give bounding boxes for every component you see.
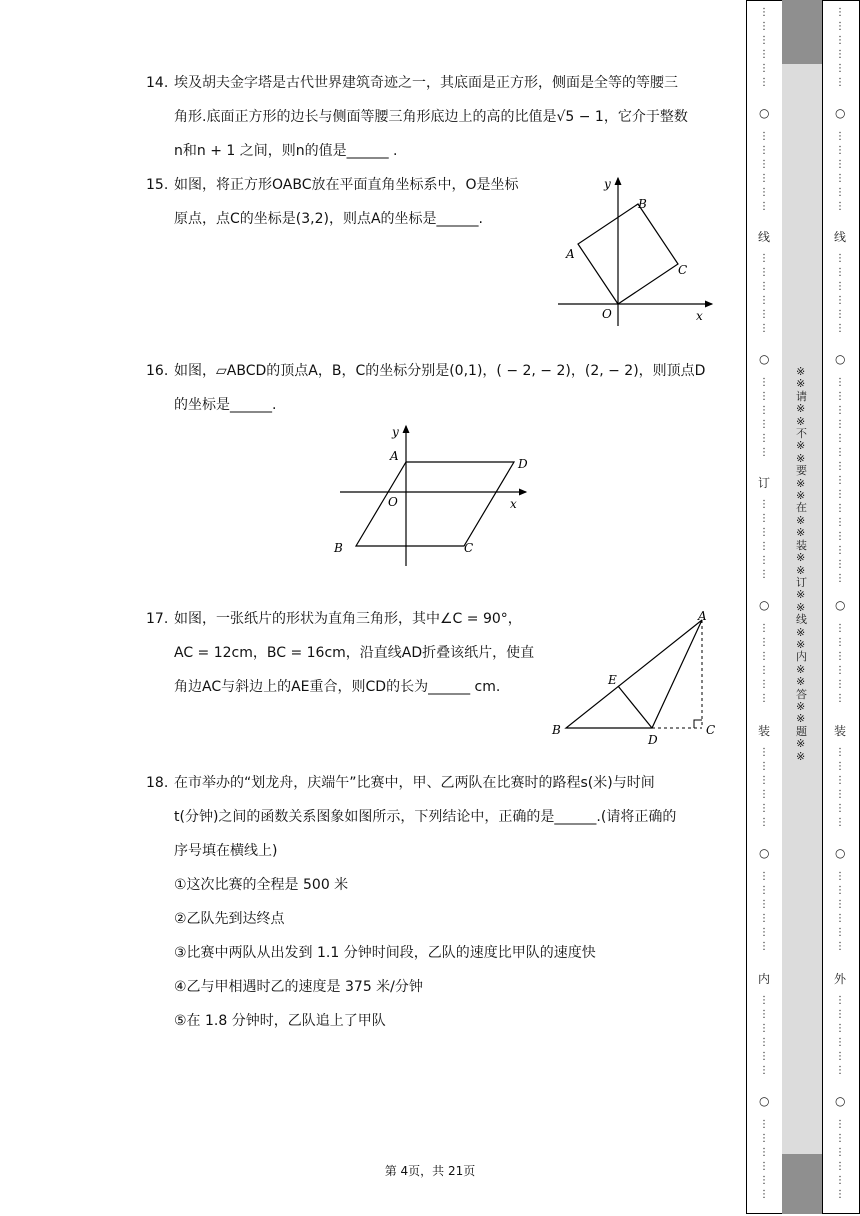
dotted-line: ⋮ ⋮ ⋮ ⋮ ⋮ ⋮ ⋮ ⋮ ⋮ ⋮ ⋮ ⋮ ⋮ ⋮ ⋮ xyxy=(835,377,845,584)
dotted-line: ⋮ ⋮ ⋮ ⋮ ⋮ ⋮ xyxy=(835,871,845,952)
dotted-line: ⋮ ⋮ ⋮ ⋮ ⋮ ⋮ xyxy=(835,747,845,828)
question-text-line: n和n + 1 之间，则n的值是______ . xyxy=(174,143,398,159)
option-5: ⑤在 1.8 分钟时，乙队追上了甲队 xyxy=(174,1013,386,1029)
label-x: x xyxy=(510,497,517,511)
strip-dark-top xyxy=(782,0,822,64)
square-oabc xyxy=(578,204,678,304)
dotted-line: ⋮ ⋮ ⋮ ⋮ ⋮ ⋮ xyxy=(835,7,845,88)
dotted-line: ⋮ ⋮ ⋮ ⋮ ⋮ ⋮ xyxy=(759,7,769,88)
label-o: O xyxy=(602,307,612,321)
figure-parallelogram-abcd xyxy=(328,420,538,568)
question-number: 14. xyxy=(146,75,169,91)
option-2: ②乙队先到达终点 xyxy=(174,911,285,927)
dotted-line: ⋮ ⋮ ⋮ ⋮ ⋮ ⋮ xyxy=(759,377,769,458)
dotted-line: ⋮ ⋮ ⋮ ⋮ ⋮ ⋮ xyxy=(835,995,845,1076)
label-a: A xyxy=(698,609,707,623)
circle-mark: ○ xyxy=(835,598,846,612)
question-text-line: 角形.底面正方形的边长与侧面等腰三角形底边上的高的比值是√5 − 1，它介于整数 xyxy=(174,109,688,125)
label-c: C xyxy=(706,723,716,737)
binding-notice: ※※请※※不※※要※※在※※装※※订※※线※※内※※答※※题※※ xyxy=(796,365,807,763)
circle-mark: ○ xyxy=(759,106,770,120)
question-16 xyxy=(148,354,728,422)
right-angle-mark xyxy=(694,720,702,728)
label-c: C xyxy=(678,263,688,277)
dotted-line: ⋮ ⋮ ⋮ ⋮ ⋮ ⋮ xyxy=(759,253,769,334)
question-text-line: 如图，▱ABCD的顶点A，B，C的坐标分别是(0,1)，( − 2, − 2)，(2, − 2)，则顶点D xyxy=(174,363,706,379)
dotted-line: ⋮ ⋮ ⋮ ⋮ ⋮ ⋮ xyxy=(835,623,845,704)
circle-mark: ○ xyxy=(759,1094,770,1108)
label-d: D xyxy=(518,457,528,471)
question-14 xyxy=(148,66,728,168)
question-text-line: 如图，将正方形OABC放在平面直角坐标系中，O是坐标 xyxy=(174,177,519,193)
question-number: 15. xyxy=(146,177,169,193)
dotted-line: ⋮ ⋮ ⋮ ⋮ ⋮ ⋮ xyxy=(759,1119,769,1200)
label-o: O xyxy=(388,495,398,509)
question-text-line: 原点，点C的坐标是(3,2)，则点A的坐标是______. xyxy=(174,211,483,227)
dotted-line: ⋮ ⋮ ⋮ ⋮ ⋮ ⋮ xyxy=(759,499,769,580)
question-text-line: 的坐标是______. xyxy=(174,397,277,413)
binding-label: 订 xyxy=(758,476,771,490)
circle-mark: ○ xyxy=(759,846,770,860)
binding-label: 内 xyxy=(758,972,771,986)
question-18 xyxy=(148,766,728,1038)
figure-square-oabc xyxy=(556,172,720,328)
option-3: ③比赛中两队从出发到 1.1 分钟时间段，乙队的速度比甲队的速度快 xyxy=(174,945,596,961)
question-number: 18. xyxy=(146,775,169,791)
label-e: E xyxy=(608,673,617,687)
label-a: A xyxy=(566,247,575,261)
binding-label: 线 xyxy=(758,230,771,244)
question-text-line: t(分钟)之间的函数关系图象如图所示，下列结论中，正确的是______.(请将正确的 xyxy=(174,809,677,825)
dotted-line: ⋮ ⋮ ⋮ ⋮ ⋮ ⋮ xyxy=(835,131,845,212)
circle-mark: ○ xyxy=(835,106,846,120)
question-text-line: AC = 12cm，BC = 16cm，沿直线AD折叠该纸片，使直 xyxy=(174,645,535,661)
binding-label: 线 xyxy=(834,230,847,244)
page-footer: 第 4页，共 21页 xyxy=(384,1164,476,1178)
parallelogram-abcd xyxy=(356,462,514,546)
label-y: y xyxy=(392,425,399,439)
label-b: B xyxy=(552,723,561,737)
label-y: y xyxy=(604,177,611,191)
option-1: ①这次比赛的全程是 500 米 xyxy=(174,877,349,893)
circle-mark: ○ xyxy=(835,352,846,366)
binding-label: 外 xyxy=(834,972,847,986)
question-text-line: 如图，一张纸片的形状为直角三角形，其中∠C = 90°， xyxy=(174,611,522,627)
circle-mark: ○ xyxy=(835,846,846,860)
dotted-line: ⋮ ⋮ ⋮ ⋮ ⋮ ⋮ xyxy=(759,623,769,704)
circle-mark: ○ xyxy=(759,598,770,612)
binding-label: 装 xyxy=(758,724,771,738)
dotted-line: ⋮ ⋮ ⋮ ⋮ ⋮ ⋮ xyxy=(835,1119,845,1200)
dotted-line: ⋮ ⋮ ⋮ ⋮ ⋮ ⋮ xyxy=(835,253,845,334)
question-text-line: 在市举办的“划龙舟，庆端午”比赛中，甲、乙两队在比赛时的路程s(米)与时间 xyxy=(174,775,655,791)
option-4: ④乙与甲相遇时乙的速度是 375 米/分钟 xyxy=(174,979,423,995)
fold-segment-ed xyxy=(618,686,652,728)
circle-mark: ○ xyxy=(759,352,770,366)
label-c: C xyxy=(464,541,474,555)
strip-dark-bottom xyxy=(782,1154,822,1214)
question-number: 17. xyxy=(146,611,169,627)
question-text-line: 埃及胡夫金字塔是古代世界建筑奇迹之一，其底面是正方形，侧面是全等的等腰三 xyxy=(174,75,678,91)
circle-mark: ○ xyxy=(835,1094,846,1108)
question-text-line: 角边AC与斜边上的AE重合，则CD的长为______ cm. xyxy=(174,679,501,695)
dotted-line: ⋮ ⋮ ⋮ ⋮ ⋮ ⋮ xyxy=(759,131,769,212)
dotted-line: ⋮ ⋮ ⋮ ⋮ ⋮ ⋮ xyxy=(759,871,769,952)
question-text-line: 序号填在横线上) xyxy=(174,843,278,859)
triangle-abd xyxy=(566,620,702,728)
label-b: B xyxy=(334,541,343,555)
dotted-line: ⋮ ⋮ ⋮ ⋮ ⋮ ⋮ xyxy=(759,747,769,828)
label-b: B xyxy=(638,197,647,211)
binding-label: 装 xyxy=(834,724,847,738)
dotted-line: ⋮ ⋮ ⋮ ⋮ ⋮ ⋮ xyxy=(759,995,769,1076)
figure-right-triangle xyxy=(548,608,720,748)
label-x: x xyxy=(696,309,703,323)
question-number: 16. xyxy=(146,363,169,379)
label-a: A xyxy=(390,449,399,463)
label-d: D xyxy=(648,733,658,747)
